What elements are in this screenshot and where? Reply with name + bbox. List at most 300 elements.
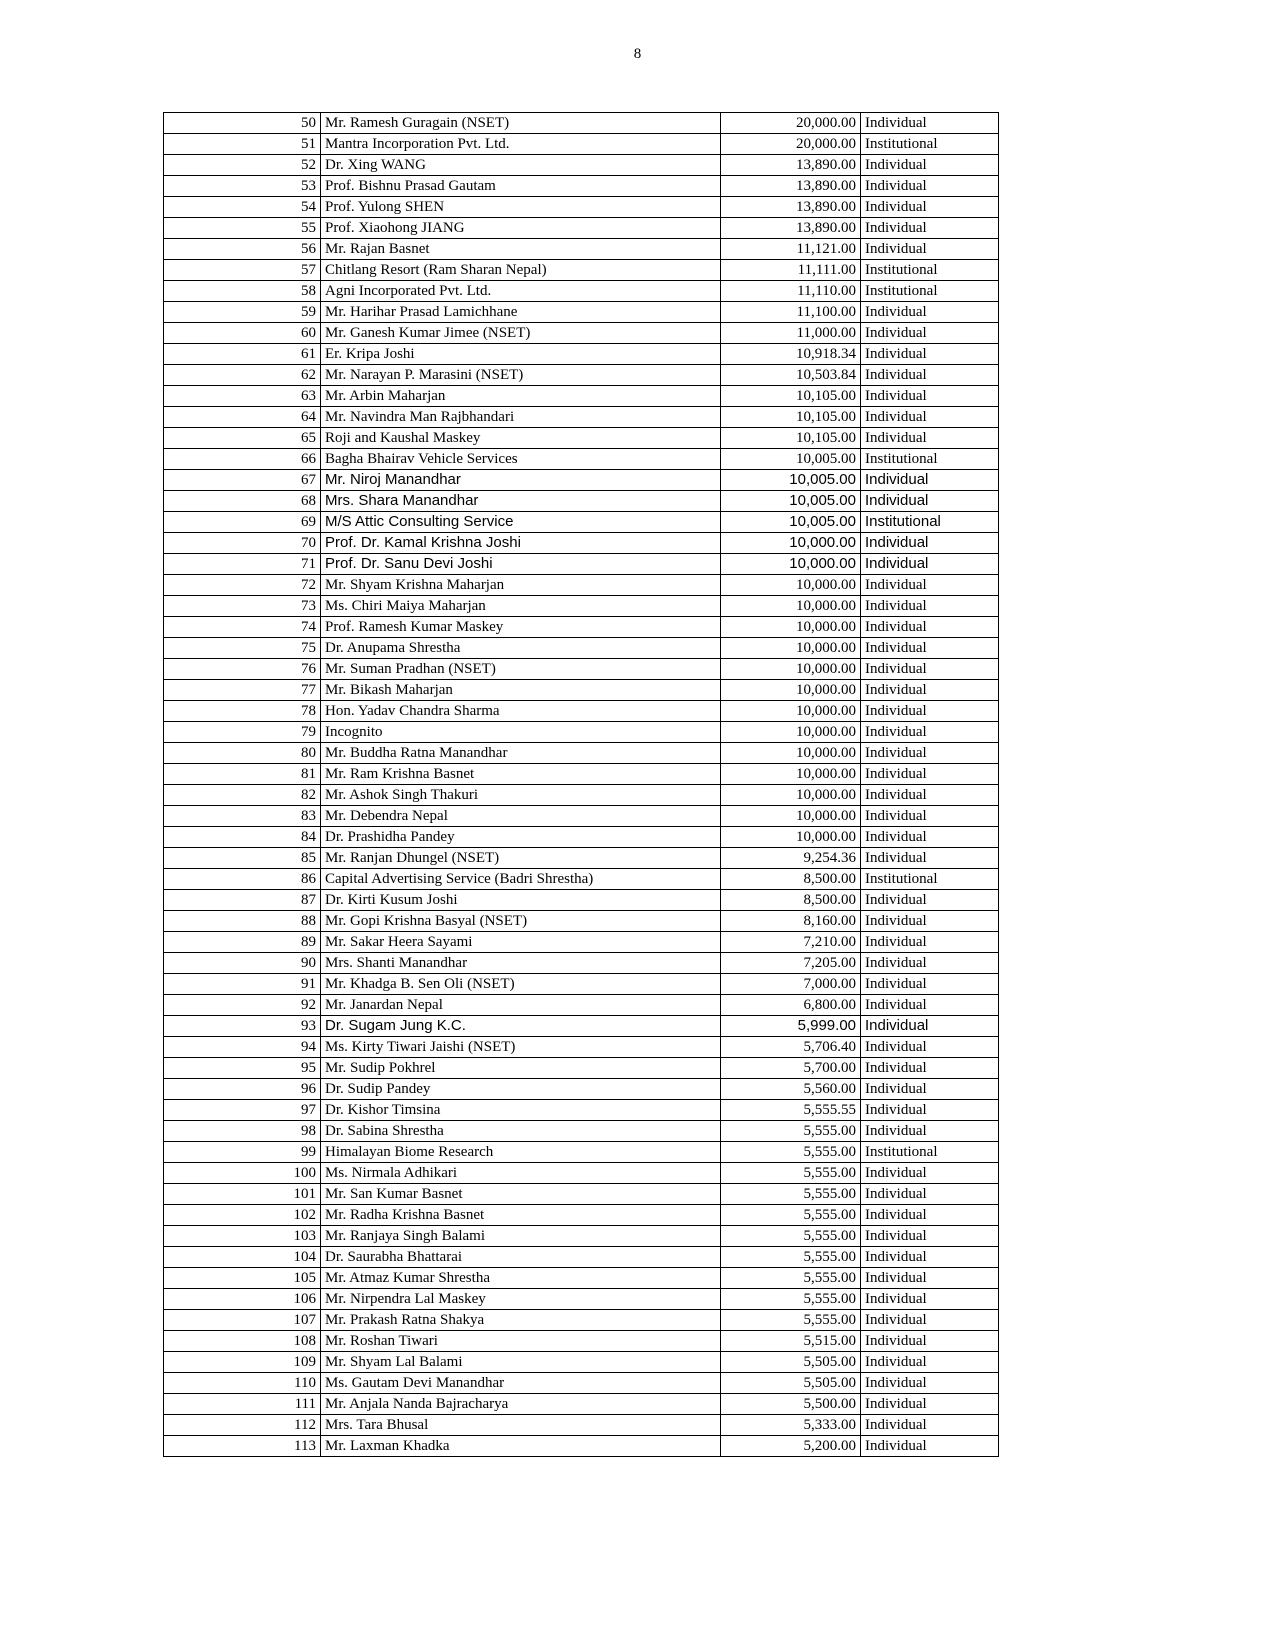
amount-cell: 5,555.00: [721, 1121, 861, 1142]
serial-number-cell: 81: [164, 764, 321, 785]
donor-type-cell: Individual: [861, 1100, 999, 1121]
serial-number-cell: 69: [164, 512, 321, 533]
serial-number-cell: 58: [164, 281, 321, 302]
table-row: [164, 197, 999, 218]
donor-name-cell: Mr. Navindra Man Rajbhandari: [321, 407, 721, 428]
donor-type-cell: Institutional: [861, 1142, 999, 1163]
serial-number-cell: 111: [164, 1394, 321, 1415]
table-row: [164, 239, 999, 260]
donor-type-cell: Individual: [861, 1058, 999, 1079]
donor-name-cell: Dr. Sabina Shrestha: [321, 1121, 721, 1142]
serial-number-cell: 51: [164, 134, 321, 155]
donor-name-cell: Mr. Ramesh Guragain (NSET): [321, 113, 721, 134]
amount-cell: 10,000.00: [721, 554, 861, 575]
serial-number-cell: 66: [164, 449, 321, 470]
donor-type-cell: Individual: [861, 470, 999, 491]
amount-cell: 10,918.34: [721, 344, 861, 365]
table-row: [164, 1163, 999, 1184]
donor-type-cell: Individual: [861, 953, 999, 974]
serial-number-cell: 110: [164, 1373, 321, 1394]
donor-type-cell: Individual: [861, 491, 999, 512]
amount-cell: 6,800.00: [721, 995, 861, 1016]
donor-type-cell: Individual: [861, 617, 999, 638]
table-row: [164, 806, 999, 827]
serial-number-cell: 50: [164, 113, 321, 134]
table-row: [164, 1058, 999, 1079]
table-row: [164, 1079, 999, 1100]
donor-name-cell: Mr. Prakash Ratna Shakya: [321, 1310, 721, 1331]
amount-cell: 13,890.00: [721, 155, 861, 176]
amount-cell: 10,000.00: [721, 806, 861, 827]
amount-cell: 20,000.00: [721, 113, 861, 134]
donor-type-cell: Individual: [861, 1289, 999, 1310]
donor-type-cell: Individual: [861, 1163, 999, 1184]
donor-name-cell: Ms. Kirty Tiwari Jaishi (NSET): [321, 1037, 721, 1058]
page-number: 8: [633, 46, 642, 62]
donor-type-cell: Institutional: [861, 281, 999, 302]
donor-name-cell: Mr. Gopi Krishna Basyal (NSET): [321, 911, 721, 932]
table-row: [164, 1373, 999, 1394]
donor-type-cell: Individual: [861, 155, 999, 176]
serial-number-cell: 101: [164, 1184, 321, 1205]
donor-name-cell: Mr. Laxman Khadka: [321, 1436, 721, 1457]
donor-name-cell: Mrs. Tara Bhusal: [321, 1415, 721, 1436]
table-row: [164, 764, 999, 785]
serial-number-cell: 62: [164, 365, 321, 386]
donor-type-cell: Individual: [861, 407, 999, 428]
table-row: [164, 1100, 999, 1121]
amount-cell: 11,121.00: [721, 239, 861, 260]
amount-cell: 7,000.00: [721, 974, 861, 995]
amount-cell: 13,890.00: [721, 197, 861, 218]
amount-cell: 8,500.00: [721, 869, 861, 890]
amount-cell: 5,200.00: [721, 1436, 861, 1457]
amount-cell: 5,555.00: [721, 1226, 861, 1247]
table-row: [164, 848, 999, 869]
donor-name-cell: Mr. Harihar Prasad Lamichhane: [321, 302, 721, 323]
serial-number-cell: 61: [164, 344, 321, 365]
serial-number-cell: 102: [164, 1205, 321, 1226]
donor-type-cell: Individual: [861, 701, 999, 722]
donor-type-cell: Individual: [861, 386, 999, 407]
donor-type-cell: Individual: [861, 638, 999, 659]
serial-number-cell: 105: [164, 1268, 321, 1289]
serial-number-cell: 57: [164, 260, 321, 281]
serial-number-cell: 83: [164, 806, 321, 827]
donor-name-cell: Mr. Shyam Krishna Maharjan: [321, 575, 721, 596]
table-row: [164, 617, 999, 638]
donor-type-cell: Individual: [861, 113, 999, 134]
amount-cell: 10,000.00: [721, 575, 861, 596]
amount-cell: 5,555.00: [721, 1268, 861, 1289]
amount-cell: 11,000.00: [721, 323, 861, 344]
serial-number-cell: 92: [164, 995, 321, 1016]
donor-type-cell: Individual: [861, 1436, 999, 1457]
serial-number-cell: 90: [164, 953, 321, 974]
donor-type-cell: Individual: [861, 764, 999, 785]
donor-type-cell: Individual: [861, 239, 999, 260]
donor-name-cell: Bagha Bhairav Vehicle Services: [321, 449, 721, 470]
table-row: [164, 827, 999, 848]
donor-name-cell: Er. Kripa Joshi: [321, 344, 721, 365]
donor-name-cell: Himalayan Biome Research: [321, 1142, 721, 1163]
donor-type-cell: Individual: [861, 806, 999, 827]
serial-number-cell: 98: [164, 1121, 321, 1142]
table-row: [164, 1184, 999, 1205]
serial-number-cell: 78: [164, 701, 321, 722]
table-row: [164, 260, 999, 281]
donor-type-cell: Individual: [861, 1121, 999, 1142]
amount-cell: 5,700.00: [721, 1058, 861, 1079]
table-row: [164, 449, 999, 470]
donor-name-cell: Prof. Bishnu Prasad Gautam: [321, 176, 721, 197]
donor-type-cell: Individual: [861, 848, 999, 869]
donor-name-cell: Ms. Chiri Maiya Maharjan: [321, 596, 721, 617]
table-row: [164, 491, 999, 512]
table-row: [164, 281, 999, 302]
amount-cell: 5,515.00: [721, 1331, 861, 1352]
amount-cell: 10,000.00: [721, 701, 861, 722]
serial-number-cell: 59: [164, 302, 321, 323]
donor-name-cell: Mr. San Kumar Basnet: [321, 1184, 721, 1205]
donor-type-cell: Individual: [861, 1415, 999, 1436]
table-row: [164, 1226, 999, 1247]
donor-name-cell: Mr. Rajan Basnet: [321, 239, 721, 260]
table-row: [164, 1352, 999, 1373]
donor-type-cell: Individual: [861, 743, 999, 764]
donor-type-cell: Individual: [861, 911, 999, 932]
donor-name-cell: Mr. Anjala Nanda Bajracharya: [321, 1394, 721, 1415]
donor-table-body: [164, 113, 999, 1457]
donor-name-cell: Mr. Atmaz Kumar Shrestha: [321, 1268, 721, 1289]
serial-number-cell: 84: [164, 827, 321, 848]
amount-cell: 5,333.00: [721, 1415, 861, 1436]
table-row: [164, 596, 999, 617]
donor-name-cell: Prof. Ramesh Kumar Maskey: [321, 617, 721, 638]
serial-number-cell: 87: [164, 890, 321, 911]
donor-name-cell: Dr. Sudip Pandey: [321, 1079, 721, 1100]
donor-name-cell: Mr. Roshan Tiwari: [321, 1331, 721, 1352]
donor-name-cell: Prof. Dr. Sanu Devi Joshi: [321, 554, 721, 575]
donor-name-cell: Mr. Ranjaya Singh Balami: [321, 1226, 721, 1247]
table-row: [164, 701, 999, 722]
table-row: [164, 974, 999, 995]
amount-cell: 11,100.00: [721, 302, 861, 323]
donor-type-cell: Individual: [861, 428, 999, 449]
table-row: [164, 155, 999, 176]
donor-type-cell: Individual: [861, 659, 999, 680]
donor-name-cell: Dr. Kishor Timsina: [321, 1100, 721, 1121]
table-row: [164, 134, 999, 155]
donor-name-cell: Mrs. Shara Manandhar: [321, 491, 721, 512]
serial-number-cell: 68: [164, 491, 321, 512]
amount-cell: 10,000.00: [721, 596, 861, 617]
table-row: [164, 1247, 999, 1268]
serial-number-cell: 99: [164, 1142, 321, 1163]
donor-name-cell: Hon. Yadav Chandra Sharma: [321, 701, 721, 722]
donor-type-cell: Individual: [861, 890, 999, 911]
donor-type-cell: Individual: [861, 995, 999, 1016]
amount-cell: 9,254.36: [721, 848, 861, 869]
serial-number-cell: 79: [164, 722, 321, 743]
serial-number-cell: 103: [164, 1226, 321, 1247]
donor-name-cell: Mr. Sakar Heera Sayami: [321, 932, 721, 953]
table-row: [164, 554, 999, 575]
serial-number-cell: 82: [164, 785, 321, 806]
donor-name-cell: Dr. Anupama Shrestha: [321, 638, 721, 659]
donor-type-cell: Individual: [861, 1352, 999, 1373]
serial-number-cell: 97: [164, 1100, 321, 1121]
serial-number-cell: 63: [164, 386, 321, 407]
serial-number-cell: 86: [164, 869, 321, 890]
donor-name-cell: Mr. Suman Pradhan (NSET): [321, 659, 721, 680]
donor-name-cell: Mr. Ganesh Kumar Jimee (NSET): [321, 323, 721, 344]
table-row: [164, 1268, 999, 1289]
serial-number-cell: 88: [164, 911, 321, 932]
amount-cell: 7,210.00: [721, 932, 861, 953]
serial-number-cell: 89: [164, 932, 321, 953]
amount-cell: 5,555.00: [721, 1142, 861, 1163]
donor-name-cell: Mrs. Shanti Manandhar: [321, 953, 721, 974]
table-row: [164, 1415, 999, 1436]
serial-number-cell: 67: [164, 470, 321, 491]
donor-type-cell: Individual: [861, 827, 999, 848]
donor-type-cell: Institutional: [861, 260, 999, 281]
donor-type-cell: Individual: [861, 1079, 999, 1100]
amount-cell: 10,000.00: [721, 533, 861, 554]
serial-number-cell: 71: [164, 554, 321, 575]
amount-cell: 13,890.00: [721, 176, 861, 197]
donor-name-cell: Dr. Prashidha Pandey: [321, 827, 721, 848]
table-row: [164, 344, 999, 365]
donor-type-cell: Individual: [861, 596, 999, 617]
table-row: [164, 365, 999, 386]
donor-type-cell: Individual: [861, 1016, 999, 1037]
donor-name-cell: Dr. Sugam Jung K.C.: [321, 1016, 721, 1037]
donor-name-cell: Mr. Debendra Nepal: [321, 806, 721, 827]
table-row: [164, 113, 999, 134]
amount-cell: 5,555.00: [721, 1310, 861, 1331]
table-row: [164, 995, 999, 1016]
amount-cell: 5,505.00: [721, 1352, 861, 1373]
amount-cell: 5,500.00: [721, 1394, 861, 1415]
serial-number-cell: 65: [164, 428, 321, 449]
donor-type-cell: Individual: [861, 176, 999, 197]
amount-cell: 5,555.00: [721, 1163, 861, 1184]
donor-name-cell: Ms. Nirmala Adhikari: [321, 1163, 721, 1184]
donor-type-cell: Individual: [861, 533, 999, 554]
amount-cell: 10,000.00: [721, 659, 861, 680]
donor-name-cell: Mr. Ram Krishna Basnet: [321, 764, 721, 785]
serial-number-cell: 73: [164, 596, 321, 617]
serial-number-cell: 91: [164, 974, 321, 995]
table-row: [164, 1394, 999, 1415]
amount-cell: 10,000.00: [721, 827, 861, 848]
serial-number-cell: 107: [164, 1310, 321, 1331]
donor-type-cell: Individual: [861, 554, 999, 575]
table-row: [164, 1331, 999, 1352]
donor-name-cell: Prof. Xiaohong JIANG: [321, 218, 721, 239]
table-row: [164, 890, 999, 911]
donor-type-cell: Individual: [861, 1037, 999, 1058]
donor-type-cell: Individual: [861, 1184, 999, 1205]
donor-type-cell: Individual: [861, 323, 999, 344]
amount-cell: 10,105.00: [721, 386, 861, 407]
amount-cell: 10,000.00: [721, 743, 861, 764]
donor-type-cell: Individual: [861, 1394, 999, 1415]
table-row: [164, 659, 999, 680]
amount-cell: 10,005.00: [721, 491, 861, 512]
amount-cell: 5,555.00: [721, 1205, 861, 1226]
table-row: [164, 638, 999, 659]
amount-cell: 10,000.00: [721, 785, 861, 806]
table-row: [164, 953, 999, 974]
amount-cell: 10,000.00: [721, 680, 861, 701]
amount-cell: 10,503.84: [721, 365, 861, 386]
donor-name-cell: Mr. Narayan P. Marasini (NSET): [321, 365, 721, 386]
table-row: [164, 1289, 999, 1310]
amount-cell: 10,000.00: [721, 722, 861, 743]
donor-name-cell: Mr. Radha Krishna Basnet: [321, 1205, 721, 1226]
table-row: [164, 1142, 999, 1163]
donor-type-cell: Individual: [861, 974, 999, 995]
table-row: [164, 932, 999, 953]
table-row: [164, 470, 999, 491]
serial-number-cell: 109: [164, 1352, 321, 1373]
donor-name-cell: Mantra Incorporation Pvt. Ltd.: [321, 134, 721, 155]
donor-name-cell: Prof. Yulong SHEN: [321, 197, 721, 218]
donor-name-cell: Prof. Dr. Kamal Krishna Joshi: [321, 533, 721, 554]
table-row: [164, 575, 999, 596]
donor-name-cell: Mr. Shyam Lal Balami: [321, 1352, 721, 1373]
donor-name-cell: Incognito: [321, 722, 721, 743]
donor-name-cell: Dr. Xing WANG: [321, 155, 721, 176]
amount-cell: 11,111.00: [721, 260, 861, 281]
amount-cell: 10,005.00: [721, 512, 861, 533]
amount-cell: 10,000.00: [721, 638, 861, 659]
donor-name-cell: M/S Attic Consulting Service: [321, 512, 721, 533]
serial-number-cell: 76: [164, 659, 321, 680]
serial-number-cell: 77: [164, 680, 321, 701]
donor-type-cell: Institutional: [861, 869, 999, 890]
table-row: [164, 911, 999, 932]
donor-type-cell: Institutional: [861, 134, 999, 155]
amount-cell: 7,205.00: [721, 953, 861, 974]
amount-cell: 10,105.00: [721, 428, 861, 449]
table-row: [164, 533, 999, 554]
amount-cell: 10,005.00: [721, 470, 861, 491]
donor-type-cell: Individual: [861, 344, 999, 365]
donor-name-cell: Capital Advertising Service (Badri Shrestha): [321, 869, 721, 890]
donor-type-cell: Institutional: [861, 512, 999, 533]
table-row: [164, 323, 999, 344]
serial-number-cell: 85: [164, 848, 321, 869]
donor-type-cell: Individual: [861, 680, 999, 701]
serial-number-cell: 108: [164, 1331, 321, 1352]
table-row: [164, 218, 999, 239]
table-row: [164, 302, 999, 323]
table-row: [164, 785, 999, 806]
donor-name-cell: Dr. Kirti Kusum Joshi: [321, 890, 721, 911]
amount-cell: 11,110.00: [721, 281, 861, 302]
table-row: [164, 407, 999, 428]
donor-name-cell: Chitlang Resort (Ram Sharan Nepal): [321, 260, 721, 281]
donor-name-cell: Mr. Khadga B. Sen Oli (NSET): [321, 974, 721, 995]
table-row: [164, 386, 999, 407]
amount-cell: 5,555.00: [721, 1289, 861, 1310]
serial-number-cell: 94: [164, 1037, 321, 1058]
table-row: [164, 680, 999, 701]
donor-type-cell: Individual: [861, 1247, 999, 1268]
serial-number-cell: 54: [164, 197, 321, 218]
donor-name-cell: Mr. Sudip Pokhrel: [321, 1058, 721, 1079]
serial-number-cell: 52: [164, 155, 321, 176]
table-row: [164, 176, 999, 197]
serial-number-cell: 106: [164, 1289, 321, 1310]
serial-number-cell: 104: [164, 1247, 321, 1268]
table-row: [164, 722, 999, 743]
donor-name-cell: Ms. Gautam Devi Manandhar: [321, 1373, 721, 1394]
donor-type-cell: Individual: [861, 722, 999, 743]
amount-cell: 10,005.00: [721, 449, 861, 470]
table-row: [164, 743, 999, 764]
serial-number-cell: 64: [164, 407, 321, 428]
donor-type-cell: Individual: [861, 365, 999, 386]
serial-number-cell: 96: [164, 1079, 321, 1100]
donor-type-cell: Individual: [861, 1331, 999, 1352]
serial-number-cell: 95: [164, 1058, 321, 1079]
serial-number-cell: 55: [164, 218, 321, 239]
serial-number-cell: 113: [164, 1436, 321, 1457]
donor-name-cell: Mr. Janardan Nepal: [321, 995, 721, 1016]
amount-cell: 5,555.00: [721, 1247, 861, 1268]
amount-cell: 5,505.00: [721, 1373, 861, 1394]
serial-number-cell: 60: [164, 323, 321, 344]
serial-number-cell: 53: [164, 176, 321, 197]
donor-type-cell: Individual: [861, 218, 999, 239]
donor-type-cell: Individual: [861, 1205, 999, 1226]
table-row: [164, 869, 999, 890]
donor-name-cell: Mr. Buddha Ratna Manandhar: [321, 743, 721, 764]
table-row: [164, 1310, 999, 1331]
donor-type-cell: Individual: [861, 932, 999, 953]
donor-name-cell: Dr. Saurabha Bhattarai: [321, 1247, 721, 1268]
amount-cell: 5,560.00: [721, 1079, 861, 1100]
serial-number-cell: 75: [164, 638, 321, 659]
donor-name-cell: Mr. Ashok Singh Thakuri: [321, 785, 721, 806]
serial-number-cell: 112: [164, 1415, 321, 1436]
table-row: [164, 1016, 999, 1037]
donor-type-cell: Individual: [861, 1310, 999, 1331]
amount-cell: 10,000.00: [721, 617, 861, 638]
donor-table: [163, 112, 999, 1457]
donor-name-cell: Mr. Nirpendra Lal Maskey: [321, 1289, 721, 1310]
amount-cell: 8,500.00: [721, 890, 861, 911]
donor-type-cell: Institutional: [861, 449, 999, 470]
donor-type-cell: Individual: [861, 197, 999, 218]
serial-number-cell: 56: [164, 239, 321, 260]
donor-name-cell: Mr. Bikash Maharjan: [321, 680, 721, 701]
serial-number-cell: 74: [164, 617, 321, 638]
amount-cell: 20,000.00: [721, 134, 861, 155]
table-row: [164, 1205, 999, 1226]
donor-name-cell: Roji and Kaushal Maskey: [321, 428, 721, 449]
donor-name-cell: Mr. Niroj Manandhar: [321, 470, 721, 491]
serial-number-cell: 93: [164, 1016, 321, 1037]
donor-type-cell: Individual: [861, 575, 999, 596]
table-row: [164, 1436, 999, 1457]
donor-type-cell: Individual: [861, 1226, 999, 1247]
